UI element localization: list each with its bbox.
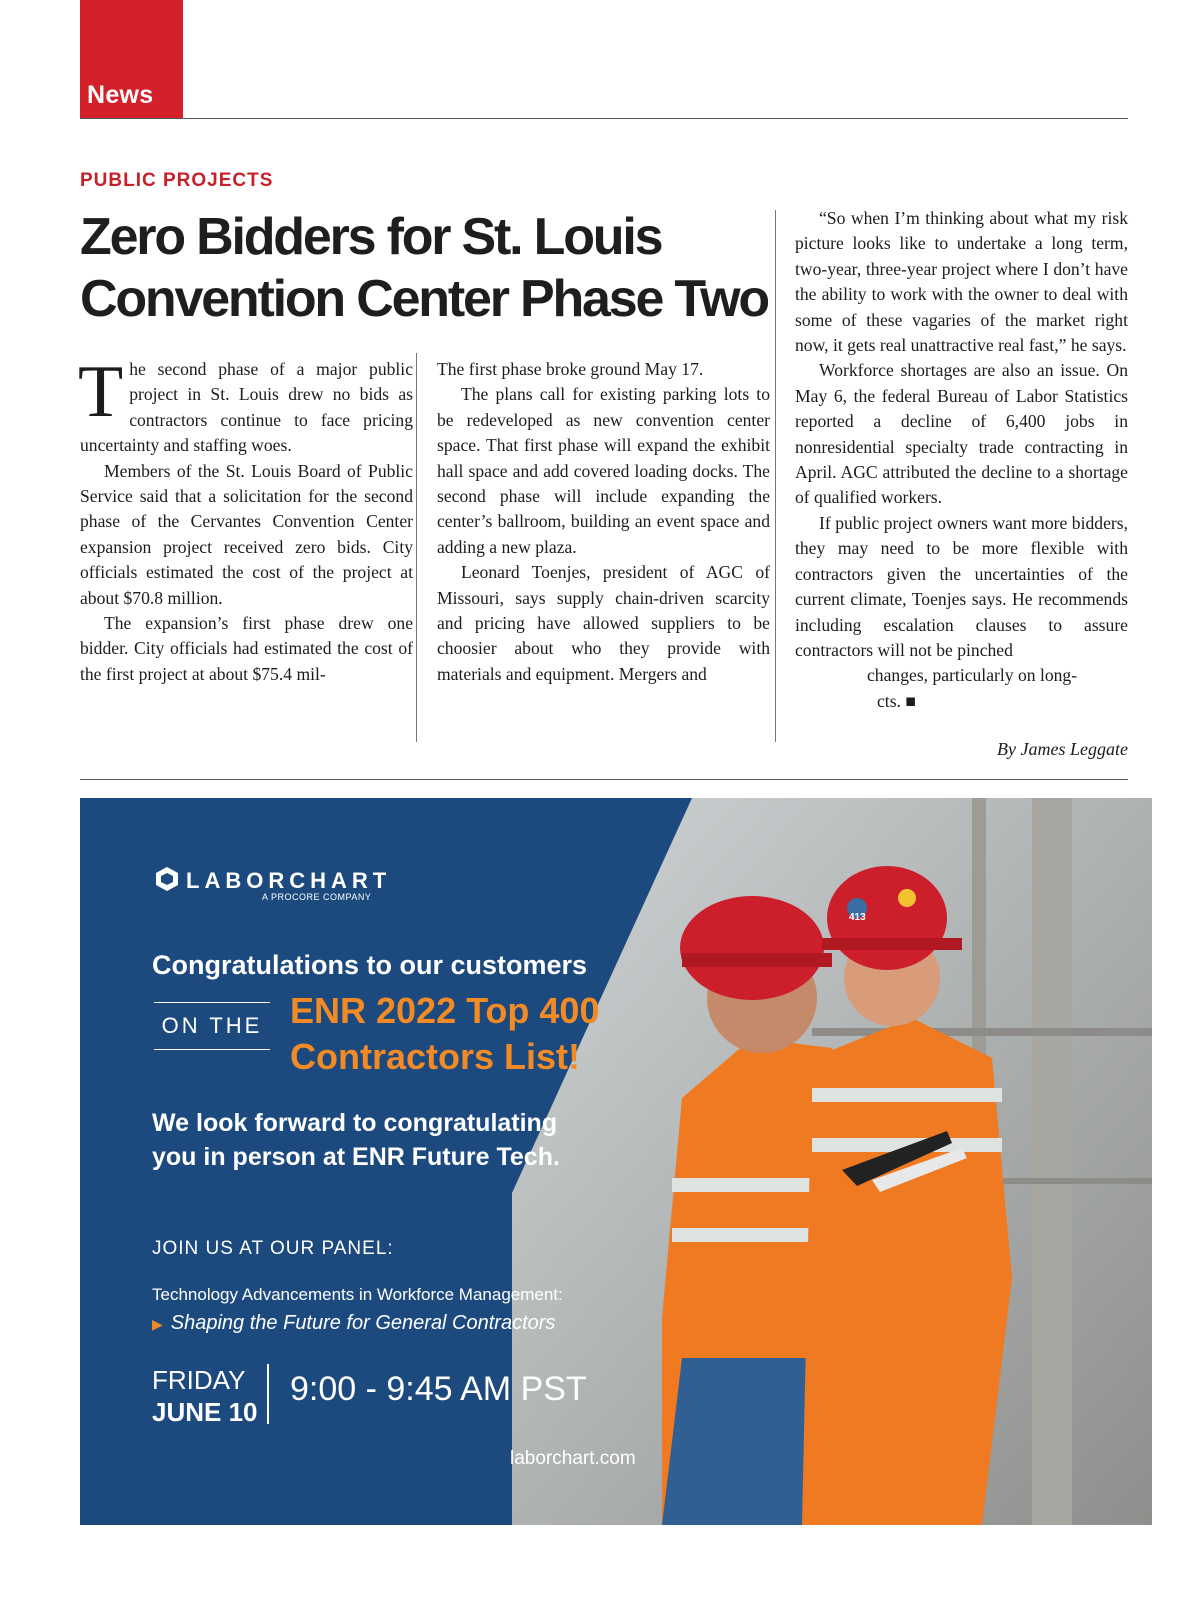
top-rule [80,118,1128,119]
forward-line-2: you in person at ENR Future Tech. [152,1143,560,1171]
helmet-number: 413 [849,912,866,923]
ad-url-link[interactable]: laborchart.com [510,1448,636,1469]
laborchart-advertisement[interactable] [80,798,1152,1525]
paragraph: Leonard Toenjes, president of AGC of Missouri, says supply chain-driven scarcity and pricing have allowed suppliers to be choosier about who they provide with materials and equipment. Mergers and [437,562,770,684]
time-divider [267,1364,269,1424]
enr-line-1: ENR 2022 Top 400 [290,990,600,1031]
column-divider [775,210,776,742]
paragraph: Workforce shortages are also an issue. On May 6, the federal Bureau of Labor Statistics reported a decline of 6,400 jobs in nonresidential specialty trade contracting in April. AGC attributed the decline to a shortage of qualified workers. [795,360,1128,508]
byline: By James Leggate [997,739,1128,759]
play-arrow-icon: ▶ [152,1316,163,1332]
event-date: JUNE 10 [152,1397,258,1427]
headline-line-1: Zero Bidders for St. Louis [80,208,662,266]
paragraph: changes, particularly on long- [867,665,1078,686]
paragraph: “So when I’m thinking about what my risk picture looks like to undertake a long term, two-year, three-year project where I don’t have the ability to work with the owner to deal with some of these vagaries of the market right now, it gets real unattractive real fast,” he says. [795,208,1128,356]
brand-subtitle: A PROCORE COMPANY [262,892,372,902]
column-divider [416,353,417,742]
ad-join: JOIN US AT OUR PANEL: [152,1238,394,1259]
section-label: News [87,81,154,109]
mid-rule [80,779,1128,780]
article-headline [80,206,780,330]
drop-cap: T [78,351,124,433]
forward-line-1: We look forward to congratulating [152,1109,558,1137]
paragraph: The plans call for existing parking lots to be redeveloped as new convention center space. That first phase will expand the exhibit hall space and add covered loading docks. The second phase will include expanding the center’s ballroom, building an event space and adding a new plaza. [437,384,770,557]
ad-enr-title [290,988,599,1080]
event-day [152,1364,258,1428]
article-column-1 [78,351,413,687]
laborchart-logo-icon [154,866,180,892]
ad-congrats: Congratulations to our customers [152,950,588,980]
brand-name: LABORCHART [186,868,392,893]
article-column-3 [795,206,1128,714]
ad-forward [152,1106,560,1174]
paragraph: Members of the St. Louis Board of Public Service said that a solicitation for the second phase of the Cervantes Convention Center expansion project received zero bids. City officials estimated the cost of the project at about $70.8 million. [80,460,413,608]
article-kicker: PUBLIC PROJECTS [80,170,274,191]
enr-line-2: Contractors List! [290,1036,581,1077]
panel-subtitle-row [152,1312,555,1335]
panel-title: Technology Advancements in Workforce Management: [152,1285,563,1304]
event-weekday: FRIDAY [152,1365,246,1395]
headline-line-2: Convention Center Phase Two [80,270,768,328]
paragraph-text: he second phase of a major public project in St. Louis drew no bids as contractors continue to face pricing uncertainty and staffing woes. [80,359,413,456]
brand-logo [154,868,391,902]
article-column-2 [437,357,770,687]
paragraph: cts. ■ [877,690,916,711]
event-time: 9:00 - 9:45 AM PST [290,1370,587,1408]
paragraph [78,351,413,459]
paragraph: The expansion’s first phase drew one bidder. City officials had estimated the cost of the first project at about $75.4 mil- [80,613,413,684]
paragraph: The first phase broke ground May 17. [437,359,704,379]
section-tab [80,0,183,118]
panel-subtitle: Shaping the Future for General Contractors [170,1312,556,1334]
ad-on-the: ON THE [154,1002,270,1050]
workers-photo [512,798,1152,1525]
paragraph: If public project owners want more bidders, they may need to be more flexible with contractors given the uncertainties of the current climate, Toenjes says. He recommends including escalation clauses to assure contractors will not be pinched [795,512,1128,660]
